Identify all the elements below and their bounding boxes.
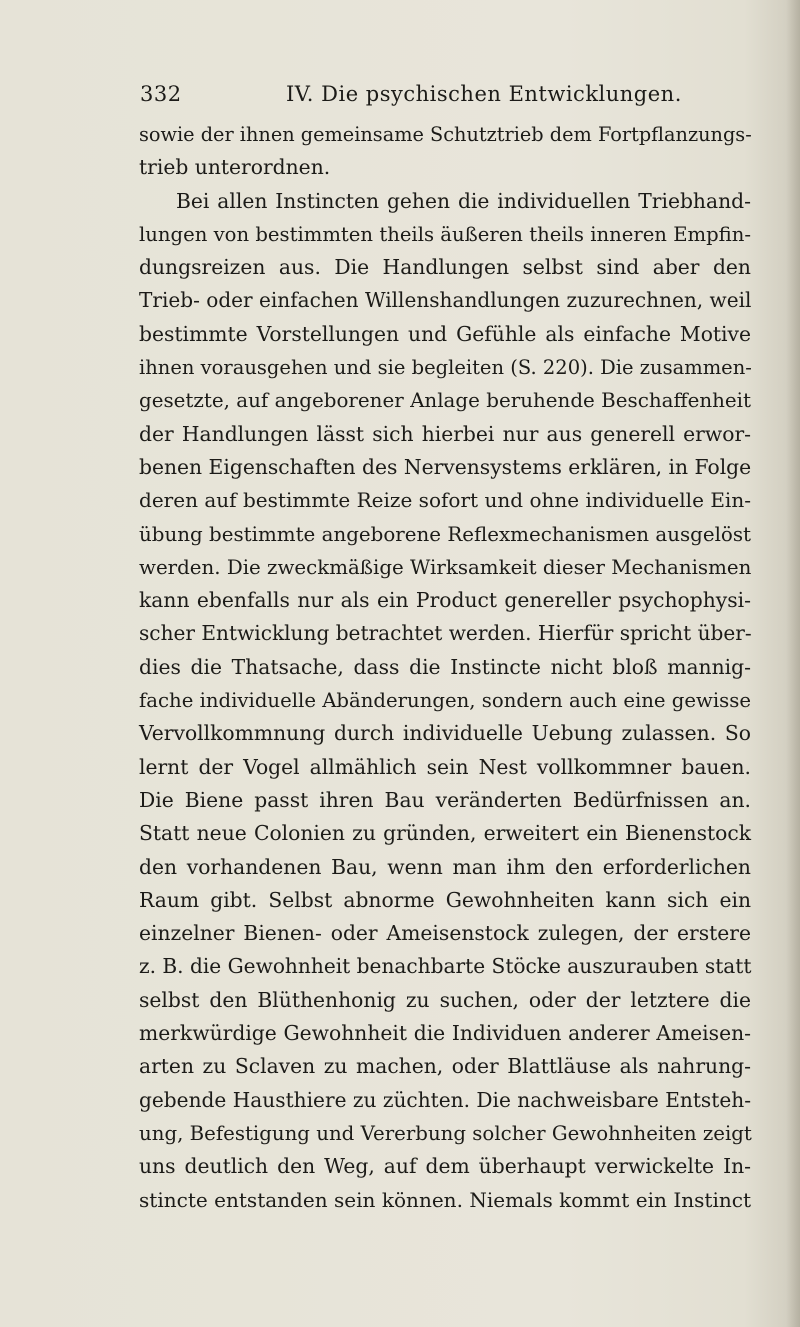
- text-line: arten zu Sclaven zu machen, oder Blattläuse als nahrung-: [139, 1054, 751, 1079]
- text-line: Vervollkommnung durch individuelle Uebung zulassen. So: [139, 721, 751, 746]
- text-line: lernt der Vogel allmählich sein Nest vollkommner bauen.: [139, 754, 751, 779]
- text-line: Trieb- oder einfachen Willenshandlungen zuzurechnen, weil: [139, 288, 752, 313]
- text-line: der Handlungen lässt sich hierbei nur aus generell erwor-: [139, 421, 751, 446]
- text-line: ihnen vorausgehen und sie begleiten (S. 220). Die zusammen-: [139, 356, 752, 380]
- text-line: bestimmte Vorstellungen und Gefühle als einfache Motive: [139, 321, 751, 346]
- text-line: scher Entwicklung betrachtet werden. Hierfür spricht über-: [139, 621, 752, 646]
- text-line: dies die Thatsache, dass die Instincte nicht bloß mannig-: [139, 654, 751, 679]
- body-text: [139, 118, 751, 1217]
- text-line: werden. Die zweckmäßige Wirksamkeit dieser Mechanismen: [139, 555, 752, 579]
- text-line: Bei allen Instincten gehen die individuellen Triebhand-: [176, 188, 751, 213]
- text-line: Die Biene passt ihren Bau veränderten Bedürfnissen an.: [139, 787, 751, 812]
- text-line: z. B. die Gewohnheit benachbarte Stöcke auszurauben statt: [139, 954, 752, 979]
- page-header: [140, 82, 740, 118]
- page-number: 332: [140, 82, 182, 106]
- text-line: benen Eigenschaften des Nervensystems erklären, in Folge: [139, 454, 752, 479]
- text-line: merkwürdige Gewohnheit die Individuen anderer Ameisen-: [139, 1021, 751, 1046]
- running-title: IV. Die psychischen Entwicklungen.: [286, 82, 682, 106]
- text-line: dungsreizen aus. Die Handlungen selbst sind aber den: [139, 255, 751, 280]
- page-edge-shadow: [786, 0, 800, 1327]
- text-line: ung, Befestigung und Vererbung solcher Gewohnheiten zeigt: [139, 1121, 752, 1145]
- text-line: uns deutlich den Weg, auf dem überhaupt verwickelte In-: [139, 1154, 751, 1179]
- text-line: fache individuelle Abänderungen, sondern auch eine gewisse: [139, 689, 752, 713]
- text-line: trieb unterordnen.: [139, 155, 331, 180]
- text-line: lungen von bestimmten theils äußeren theils inneren Empfin-: [139, 222, 751, 246]
- text-line: sowie der ihnen gemeinsame Schutztrieb dem Fortpflanzungs-: [139, 123, 752, 146]
- text-line: Raum gibt. Selbst abnorme Gewohnheiten kann sich ein: [139, 887, 751, 912]
- text-line: stincte entstanden sein können. Niemals kommt ein Instinct: [139, 1187, 751, 1212]
- text-line: gesetzte, auf angeborener Anlage beruhende Beschaffenheit: [139, 389, 751, 413]
- text-line: Statt neue Colonien zu gründen, erweitert ein Bienenstock: [139, 821, 751, 846]
- text-line: selbst den Blüthenhonig zu suchen, oder der letztere die: [139, 987, 751, 1012]
- text-line: gebende Hausthiere zu züchten. Die nachweisbare Entsteh-: [139, 1087, 752, 1112]
- text-line: übung bestimmte angeborene Reflexmechanismen ausgelöst: [139, 522, 751, 546]
- text-line: deren auf bestimmte Reize sofort und ohne individuelle Ein-: [139, 488, 751, 513]
- text-line: den vorhandenen Bau, wenn man ihm den erforderlichen: [139, 854, 751, 879]
- text-line: kann ebenfalls nur als ein Product genereller psychophysi-: [139, 588, 751, 613]
- text-line: einzelner Bienen- oder Ameisenstock zulegen, der erstere: [139, 921, 751, 946]
